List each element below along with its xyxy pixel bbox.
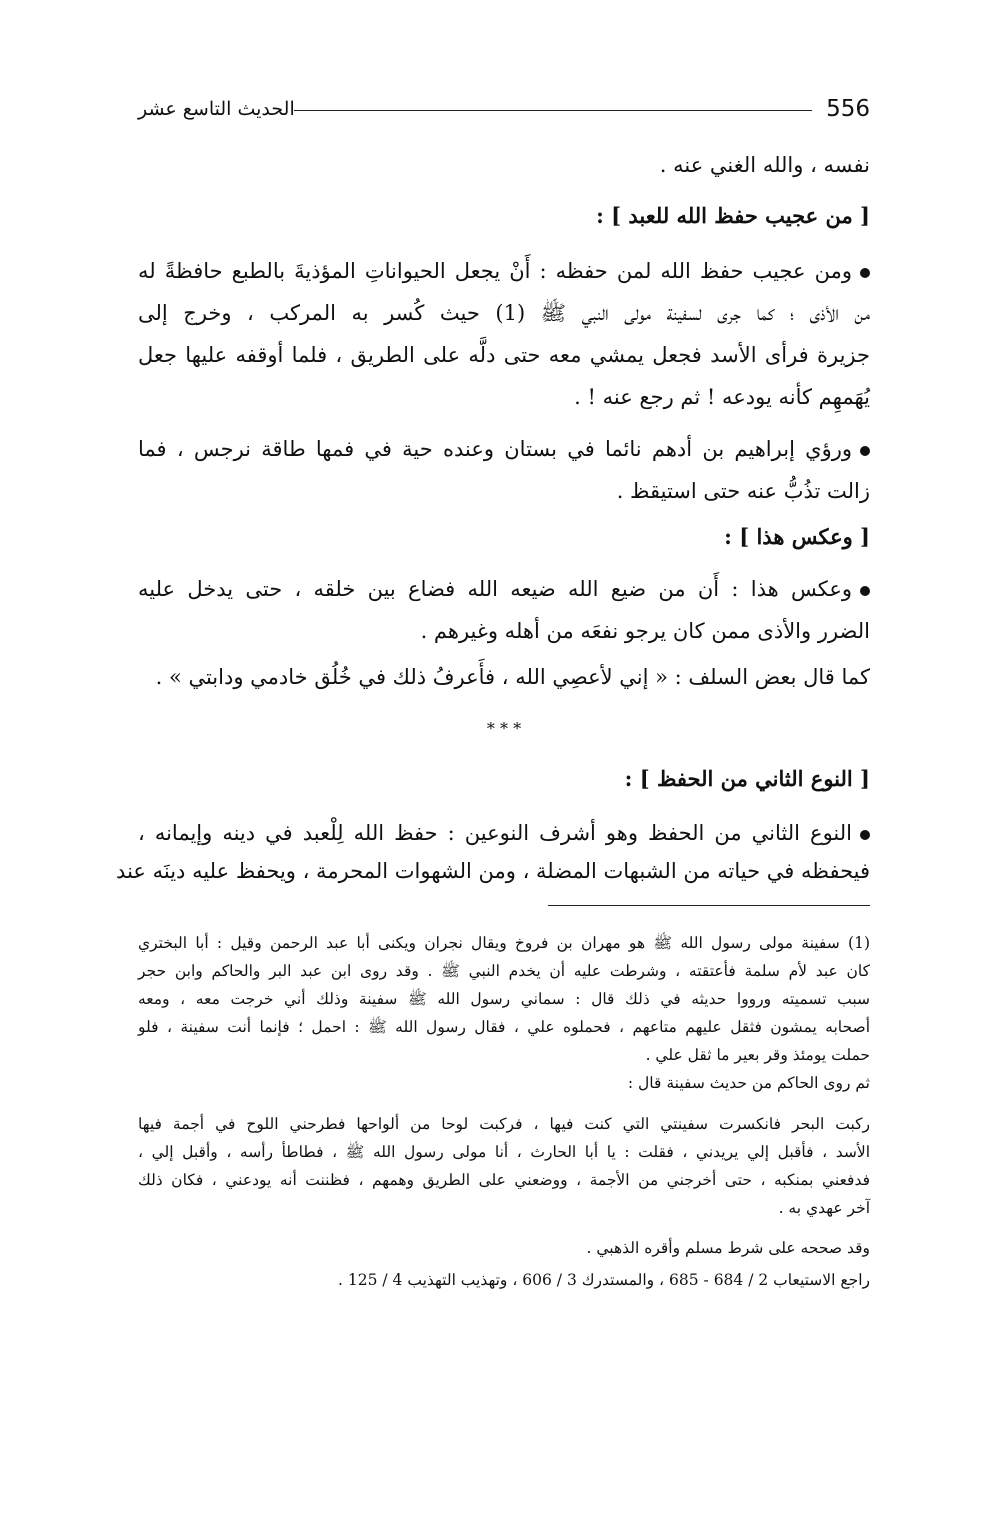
- running-title: الحديث التاسع عشر: [138, 98, 295, 120]
- footnote-line: حملت يومئذ وقر بعير ما ثقل علي .: [645, 1046, 870, 1064]
- footnote-line: وقد صححه على شرط مسلم وأقره الذهبي .: [586, 1239, 870, 1257]
- footnote-line: راجع الاستيعاب 2 / 684 - 685 ، والمستدرك 3 / 606 ، وتهذيب التهذيب 4 / 125 .: [338, 1271, 870, 1289]
- paragraph-line: الضرر والأذى ممن كان يرجو نفعَه من أهله وغيرهم .: [420, 619, 870, 643]
- quote-line: كما قال بعض السلف : « إني لأعصِي الله ، فأَعرفُ ذلك في خُلُق خادمي ودابتي » .: [155, 665, 870, 689]
- header-rule: [294, 110, 812, 111]
- paragraph-line: فيحفظه في حياته من الشبهات المضلة ، ومن الشهوات المحرمة ، ويحفظ عليه دينَه عند: [116, 859, 870, 883]
- footnote-line: فدفعني بمنكبه ، حتى أخرجني من الأجمة ، ووضعني على الطريق وهمهم ، فظننت أنه يودعني ، فكان ذلك: [138, 1171, 870, 1189]
- page-header: [138, 94, 870, 134]
- paragraph-line: من الأذى ؛ كما جرى لسفينة مولى النبي ﷺ (1) حيث كُسر به المركب ، وخرج إلى: [138, 301, 871, 325]
- footnote-line: ثم روى الحاكم من حديث سفينة قال :: [627, 1074, 870, 1092]
- paragraph-line: [138, 256, 870, 286]
- paragraph-line: جزيرة فرأى الأسد فجعل يمشي معه حتى دلَّه على الطريق ، فلما أوقفه عليها جعل: [138, 343, 870, 367]
- section-heading: [ من عجيب حفظ الله للعبد ] :: [596, 203, 870, 228]
- bullet-icon: [860, 830, 870, 840]
- section-separator: * * *: [486, 719, 522, 738]
- paragraph-line: [138, 434, 870, 464]
- paragraph-line: [138, 818, 870, 848]
- footnote-line: سبب تسميته ورووا حديثه في ذلك قال : سماني رسول الله ﷺ سفينة وذلك أني خرجت معه ، ومعه: [138, 990, 870, 1008]
- footnote-line: ركبت البحر فانكسرت سفينتي التي كنت فيها ، فركبت لوحا من ألواحها فطرحني اللوح في أجمة فيها: [138, 1115, 870, 1133]
- footnote-line: الأسد ، فأقبل إلي يريدني ، فقلت : يا أبا الحارث ، أنا مولى رسول الله ﷺ ، فطاطأ رأسه ، وأقبل إلي ،: [138, 1143, 870, 1161]
- paragraph-text: ومن عجيب حفظ الله لمن حفظه : أَنْ يجعل الحيواناتِ المؤذيةَ بالطبع حافظةً له: [138, 259, 852, 283]
- bullet-icon: [860, 586, 870, 596]
- paragraph-text: وعكس هذا : أَن من ضيع الله ضيعه الله فضاع بين خلقه ، حتى يدخل عليه: [138, 577, 852, 601]
- section-heading: [ وعكس هذا ] :: [724, 524, 870, 549]
- paragraph-line: يُهَمهِم كأنه يودعه ! ثم رجع عنه ! .: [574, 385, 870, 409]
- paragraph-line: زالت تذُبُّ عنه حتى استيقظ .: [616, 479, 870, 503]
- paragraph-line: [138, 574, 870, 604]
- bullet-icon: [860, 268, 870, 278]
- footnote-line: (1) سفينة مولى رسول الله ﷺ هو مهران بن فروخ ويقال نجران ويكنى أبا عبد الرحمن وقيل : أبا البختري: [138, 934, 870, 952]
- footnote-line: كان عبد لأم سلمة فأعتقته ، وشرطت عليه أن يخدم النبي ﷺ . وقد روى ابن عبد البر والحاكم وابن حجر: [138, 962, 870, 980]
- footnote-line: أصحابه يمشون فثقل عليهم متاعهم ، فحملوه علي ، فقال رسول الله ﷺ : احمل ؛ فإنما أنت سفينة ، فلو: [138, 1018, 870, 1036]
- paragraph-text: النوع الثاني من الحفظ وهو أشرف النوعين : حفظ الله لِلْعبد في دينه وإيمانه ،: [138, 821, 852, 845]
- page-number: 556: [826, 96, 870, 122]
- footnote-rule: [548, 905, 870, 906]
- bullet-icon: [860, 446, 870, 456]
- body-line: نفسه ، والله الغني عنه .: [659, 153, 870, 177]
- paragraph-text: ورؤي إبراهيم بن أدهم نائما في بستان وعنده حية في فمها طاقة نرجس ، فما: [138, 437, 852, 461]
- footnote-line: آخر عهدي به .: [778, 1199, 870, 1217]
- section-heading: [ النوع الثاني من الحفظ ] :: [624, 766, 870, 791]
